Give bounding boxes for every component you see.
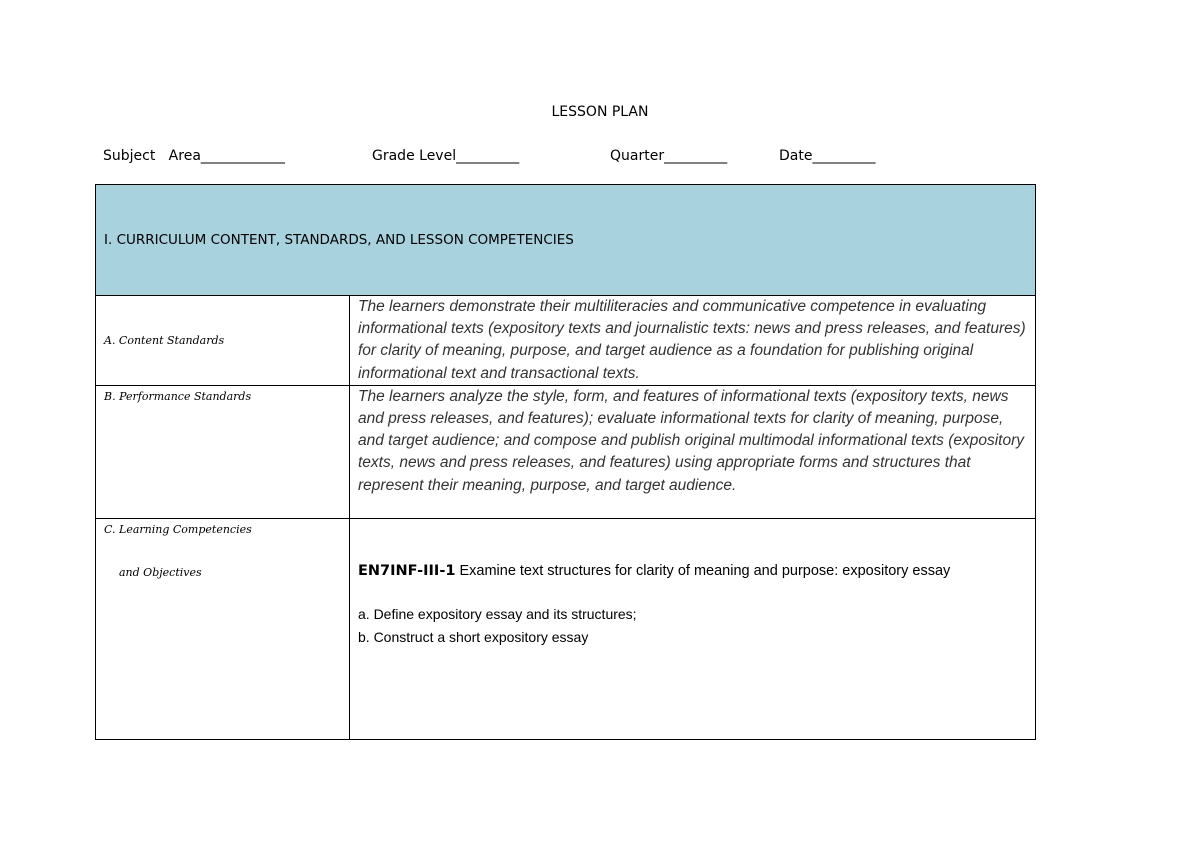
date-field: Date_________ xyxy=(779,148,876,164)
subject-area-field: Subject Area____________ xyxy=(103,148,285,164)
section-title: I. CURRICULUM CONTENT, STANDARDS, AND LESSON COMPETENCIES xyxy=(96,185,1036,296)
document-title: LESSON PLAN xyxy=(551,104,649,120)
table-row xyxy=(96,296,1036,386)
performance-standards-text: The learners analyze the style, form, and features of informational texts (expository texts, news and press releases, and features); evaluate informational texts for clarity of meaning, purpose, and target audience; and compose and publish original multimodal informational texts (expository texts, news and press releases, and features) using appropriate forms and structures that represent their meaning, purpose, and target audience. xyxy=(350,385,1036,518)
competency-text: Examine text structures for clarity of meaning and purpose: expository essay xyxy=(455,562,951,579)
learning-competencies-label-cell xyxy=(96,518,350,739)
learning-competencies-content xyxy=(350,518,1036,739)
content-standards-label: A. Content Standards xyxy=(96,296,350,386)
competency-code: EN7INF-III-1 xyxy=(358,562,456,579)
objective-a: a. Define expository essay and its structures; xyxy=(358,605,637,622)
grade-level-field: Grade Level_________ xyxy=(372,148,520,164)
lesson-plan-table xyxy=(95,184,1036,740)
section-header-row xyxy=(96,185,1036,296)
table-row xyxy=(96,385,1036,518)
objective-b: b. Construct a short expository essay xyxy=(358,628,589,645)
table-row xyxy=(96,518,1036,739)
learning-competencies-label: C. Learning Competencies xyxy=(104,522,252,536)
competency-line xyxy=(358,563,1029,579)
performance-standards-label: B. Performance Standards xyxy=(96,385,350,518)
content-standards-text: The learners demonstrate their multiliteracies and communicative competence in evaluating informational texts (expository texts and journalistic texts: news and press releases, and features) for clarity of meaning, purpose, and target audience as a foundation for publishing original informational text and transactional texts. xyxy=(350,296,1036,386)
quarter-field: Quarter_________ xyxy=(610,148,728,164)
objectives-label: and Objectives xyxy=(119,565,202,579)
